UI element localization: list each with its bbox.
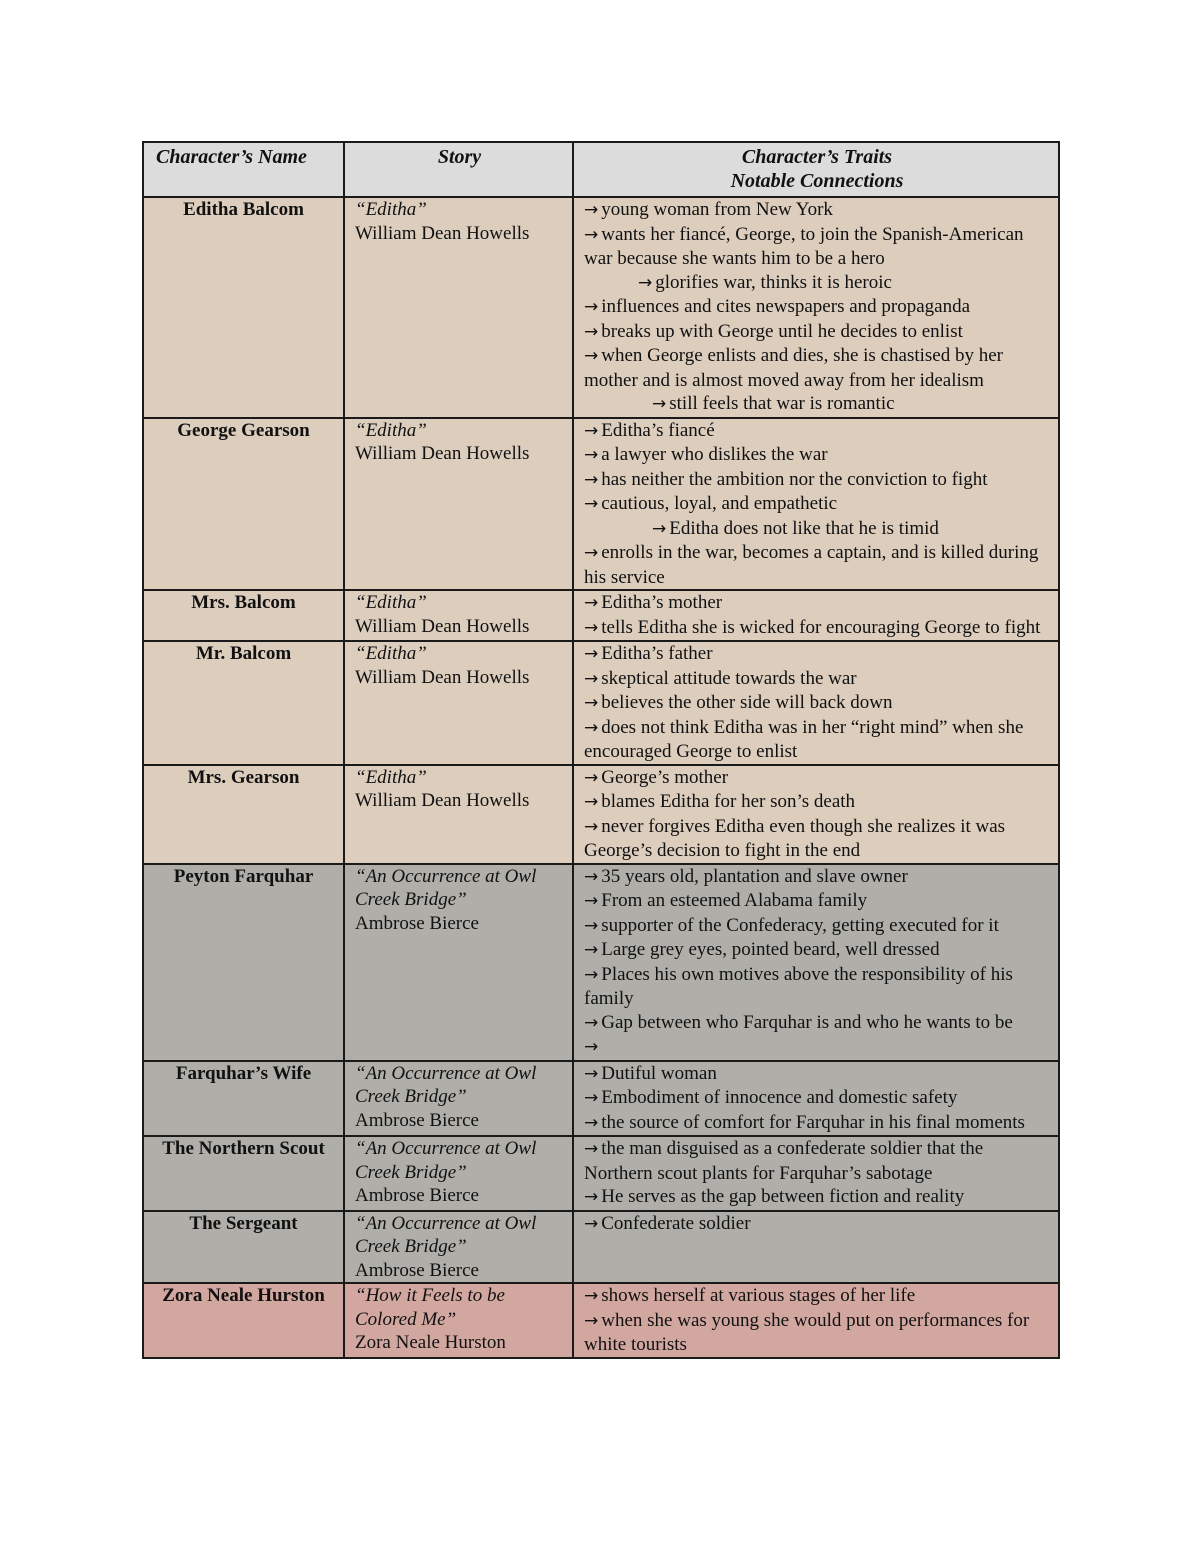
trait-item <box>584 1284 1050 1309</box>
arrow-icon: → <box>584 767 599 788</box>
trait-item <box>584 1011 1050 1036</box>
trait-item <box>584 541 1050 589</box>
trait-item <box>584 295 1050 320</box>
trait-item <box>584 865 1050 890</box>
character-name: The Sergeant <box>189 1212 298 1234</box>
trait-text: blames Editha for her son’s death <box>601 791 856 812</box>
story-author: William Dean Howells <box>355 615 530 637</box>
header-story <box>344 142 573 197</box>
trait-text: cautious, loyal, and empathetic <box>601 493 838 514</box>
trait-item <box>584 271 1050 296</box>
character-name: George Gearson <box>177 419 310 441</box>
trait-text: He serves as the gap between fiction and reality <box>601 1186 965 1207</box>
trait-item <box>584 1111 1050 1136</box>
trait-text: a lawyer who dislikes the war <box>601 444 828 465</box>
story-title: “An Occurrence at Owl Creek Bridge” <box>355 1138 537 1183</box>
trait-item <box>584 616 1050 641</box>
table-row <box>143 418 1059 591</box>
arrow-icon: → <box>584 224 599 245</box>
trait-text: 35 years old, plantation and slave owner <box>601 865 908 887</box>
table-body <box>143 197 1059 1358</box>
trait-text: tells Editha she is wicked for encouraging George to fight <box>601 616 1041 638</box>
table-row <box>143 1061 1059 1137</box>
story-cell <box>344 641 573 765</box>
trait-item <box>584 320 1050 345</box>
story-title: “An Occurrence at Owl Creek Bridge” <box>355 1212 537 1257</box>
trait-item <box>584 443 1050 468</box>
trait-item <box>584 1035 1050 1060</box>
arrow-icon: → <box>638 272 653 293</box>
trait-text: George’s mother <box>601 766 729 788</box>
character-name-cell <box>143 1283 344 1358</box>
table-row <box>143 765 1059 864</box>
trait-text: the source of comfort for Farquhar in his final moments <box>601 1111 1025 1133</box>
character-name-cell <box>143 864 344 1061</box>
character-table <box>142 141 1060 1359</box>
trait-text: the man disguised as a confederate soldier that the Northern scout plants for Farquhar’s sabotage <box>584 1138 984 1184</box>
trait-item <box>584 1086 1050 1111</box>
trait-item <box>584 889 1050 914</box>
story-cell <box>344 765 573 864</box>
trait-item <box>584 1062 1050 1087</box>
table-row <box>143 1211 1059 1284</box>
traits-cell <box>573 418 1059 591</box>
arrow-icon: → <box>584 346 599 366</box>
character-name: Peyton Farquhar <box>173 865 314 887</box>
arrow-icon: → <box>584 1187 599 1207</box>
arrow-icon: → <box>584 1310 599 1331</box>
arrow-icon: → <box>652 518 667 539</box>
trait-text: never forgives Editha even though she realizes it was George’s decision to fight in the end <box>584 815 1006 861</box>
trait-item <box>584 223 1050 271</box>
trait-text: Embodiment of innocence and domestic safety <box>601 1087 958 1108</box>
trait-item <box>584 591 1050 616</box>
trait-item <box>584 517 1050 542</box>
header-row <box>143 142 1059 197</box>
story-author: William Dean Howells <box>355 443 530 464</box>
story-cell <box>344 590 573 641</box>
traits-cell <box>573 1061 1059 1137</box>
arrow-icon: → <box>584 1063 599 1084</box>
trait-text: glorifies war, thinks it is heroic <box>655 271 892 293</box>
arrow-icon: → <box>584 617 599 638</box>
arrow-icon: → <box>584 1012 599 1033</box>
header-traits-label: Character’s Traits <box>741 146 893 168</box>
trait-item <box>584 914 1050 939</box>
trait-text: supporter of the Confederacy, getting executed for it <box>601 914 999 936</box>
trait-item <box>584 419 1050 444</box>
trait-item <box>584 1212 1050 1237</box>
story-title: “An Occurrence at Owl Creek Bridge” <box>355 1062 537 1107</box>
trait-text: wants her fiancé, George, to join the Spanish-American war because she wants him to be a hero <box>584 223 1024 269</box>
header-name-label: Character’s Name <box>156 146 307 168</box>
trait-text: believes the other side will back down <box>601 692 893 713</box>
header-story-label: Story <box>437 146 482 168</box>
trait-text: Places his own motives above the responsibility of his family <box>584 963 1013 1009</box>
arrow-icon: → <box>584 816 599 837</box>
arrow-icon: → <box>584 593 599 613</box>
story-cell <box>344 1136 573 1211</box>
header-connections-label: Notable Connections <box>730 169 904 192</box>
character-name: Zora Neale Hurston <box>162 1285 325 1306</box>
traits-cell <box>573 590 1059 641</box>
arrow-icon: → <box>584 200 599 220</box>
trait-item <box>584 790 1050 815</box>
trait-text: Editha does not like that he is timid <box>669 517 939 539</box>
story-author: Zora Neale Hurston <box>355 1332 506 1353</box>
arrow-icon: → <box>584 1139 599 1159</box>
story-title: “Editha” <box>355 643 427 664</box>
trait-text: Gap between who Farquhar is and who he wants to be <box>601 1011 1013 1033</box>
character-name: The Northern Scout <box>162 1138 325 1159</box>
table-row <box>143 864 1059 1061</box>
traits-cell <box>573 765 1059 864</box>
trait-item <box>584 1309 1050 1357</box>
story-author: William Dean Howells <box>355 790 530 811</box>
trait-item <box>584 1185 1050 1210</box>
traits-cell <box>573 641 1059 765</box>
trait-item <box>584 938 1050 963</box>
trait-text: still feels that war is romantic <box>669 393 895 414</box>
traits-cell <box>573 1283 1059 1358</box>
table-row <box>143 590 1059 641</box>
character-name: Mr. Balcom <box>195 643 292 664</box>
arrow-icon: → <box>584 693 599 713</box>
arrow-icon: → <box>584 964 599 985</box>
trait-text: From an esteemed Alabama family <box>601 890 868 911</box>
arrow-icon: → <box>584 891 599 911</box>
story-author: Ambrose Bierce <box>355 1109 479 1131</box>
trait-item <box>584 766 1050 791</box>
character-name-cell <box>143 197 344 418</box>
arrow-icon: → <box>584 1112 599 1133</box>
story-title: “How it Feels to be Colored Me” <box>355 1285 505 1330</box>
story-cell <box>344 1211 573 1284</box>
story-title: “An Occurrence at Owl Creek Bridge” <box>355 865 537 910</box>
table-row <box>143 197 1059 418</box>
header-character-name <box>143 142 344 197</box>
trait-text: young woman from New York <box>601 199 833 220</box>
story-cell <box>344 197 573 418</box>
character-name-cell <box>143 641 344 765</box>
character-name-cell <box>143 1136 344 1211</box>
character-name: Editha Balcom <box>183 199 304 220</box>
story-title: “Editha” <box>355 592 427 613</box>
trait-text: has neither the ambition nor the conviction to fight <box>601 468 988 490</box>
trait-item <box>584 1137 1050 1185</box>
trait-text: enrolls in the war, becomes a captain, and is killed during his service <box>584 542 1039 588</box>
story-title: “Editha” <box>355 419 427 441</box>
trait-text: Editha’s father <box>601 643 713 664</box>
arrow-icon: → <box>584 420 599 441</box>
trait-text: Large grey eyes, pointed beard, well dressed <box>601 939 940 960</box>
story-title: “Editha” <box>355 199 427 220</box>
story-cell <box>344 418 573 591</box>
arrow-icon: → <box>584 866 599 887</box>
arrow-icon: → <box>584 668 599 689</box>
trait-text: Editha’s mother <box>601 592 723 613</box>
trait-item <box>584 642 1050 667</box>
character-name-cell <box>143 765 344 864</box>
arrow-icon: → <box>584 543 599 563</box>
arrow-icon: → <box>584 469 599 490</box>
arrow-icon: → <box>584 792 599 812</box>
trait-item <box>584 468 1050 493</box>
trait-text: when George enlists and dies, she is chastised by her mother and is almost moved away from her idealism <box>584 345 1003 391</box>
trait-item <box>584 716 1050 764</box>
arrow-icon: → <box>584 1213 599 1234</box>
table-row <box>143 1136 1059 1211</box>
trait-text: influences and cites newspapers and propaganda <box>601 296 971 317</box>
trait-item <box>584 815 1050 863</box>
trait-text: Dutiful woman <box>601 1062 717 1084</box>
trait-item <box>584 198 1050 223</box>
story-author: Ambrose Bierce <box>355 912 479 934</box>
story-author: William Dean Howells <box>355 222 530 244</box>
traits-cell <box>573 864 1059 1061</box>
trait-item <box>584 492 1050 517</box>
traits-cell <box>573 1136 1059 1211</box>
arrow-icon: → <box>584 915 599 936</box>
trait-item <box>584 667 1050 692</box>
story-author: William Dean Howells <box>355 666 530 688</box>
trait-item <box>584 963 1050 1011</box>
arrow-icon: → <box>584 1286 599 1306</box>
arrow-icon: → <box>584 940 599 960</box>
arrow-icon: → <box>584 321 599 342</box>
arrow-icon: → <box>584 297 599 317</box>
arrow-icon: → <box>584 1088 599 1108</box>
story-cell <box>344 1061 573 1137</box>
story-author: Ambrose Bierce <box>355 1185 479 1206</box>
table-row <box>143 1283 1059 1358</box>
story-cell <box>344 1283 573 1358</box>
character-name: Mrs. Balcom <box>191 592 296 613</box>
character-name-cell <box>143 1061 344 1137</box>
arrow-icon: → <box>584 717 599 738</box>
arrow-icon: → <box>584 445 599 465</box>
trait-text: breaks up with George until he decides to enlist <box>601 320 963 342</box>
trait-text: skeptical attitude towards the war <box>601 667 857 689</box>
traits-cell <box>573 197 1059 418</box>
table-row <box>143 641 1059 765</box>
arrow-icon: → <box>584 1037 599 1057</box>
character-name: Mrs. Gearson <box>187 766 300 788</box>
trait-text: Confederate soldier <box>601 1212 751 1234</box>
story-cell <box>344 864 573 1061</box>
trait-item <box>584 344 1050 392</box>
arrow-icon: → <box>584 494 599 514</box>
character-name: Farquhar’s Wife <box>175 1062 312 1084</box>
arrow-icon: → <box>584 644 599 664</box>
trait-text: when she was young she would put on performances for white tourists <box>584 1309 1030 1355</box>
story-title: “Editha” <box>355 766 427 788</box>
arrow-icon: → <box>652 394 667 414</box>
character-name-cell <box>143 590 344 641</box>
character-name-cell <box>143 1211 344 1284</box>
trait-text: Editha’s fiancé <box>601 419 715 441</box>
traits-cell <box>573 1211 1059 1284</box>
trait-item <box>584 691 1050 716</box>
story-author: Ambrose Bierce <box>355 1259 479 1281</box>
header-traits <box>573 142 1059 197</box>
trait-text: does not think Editha was in her “right mind” when she encouraged George to enlist <box>584 716 1024 762</box>
trait-text: shows herself at various stages of her life <box>601 1285 916 1306</box>
character-name-cell <box>143 418 344 591</box>
trait-item <box>584 392 1050 417</box>
